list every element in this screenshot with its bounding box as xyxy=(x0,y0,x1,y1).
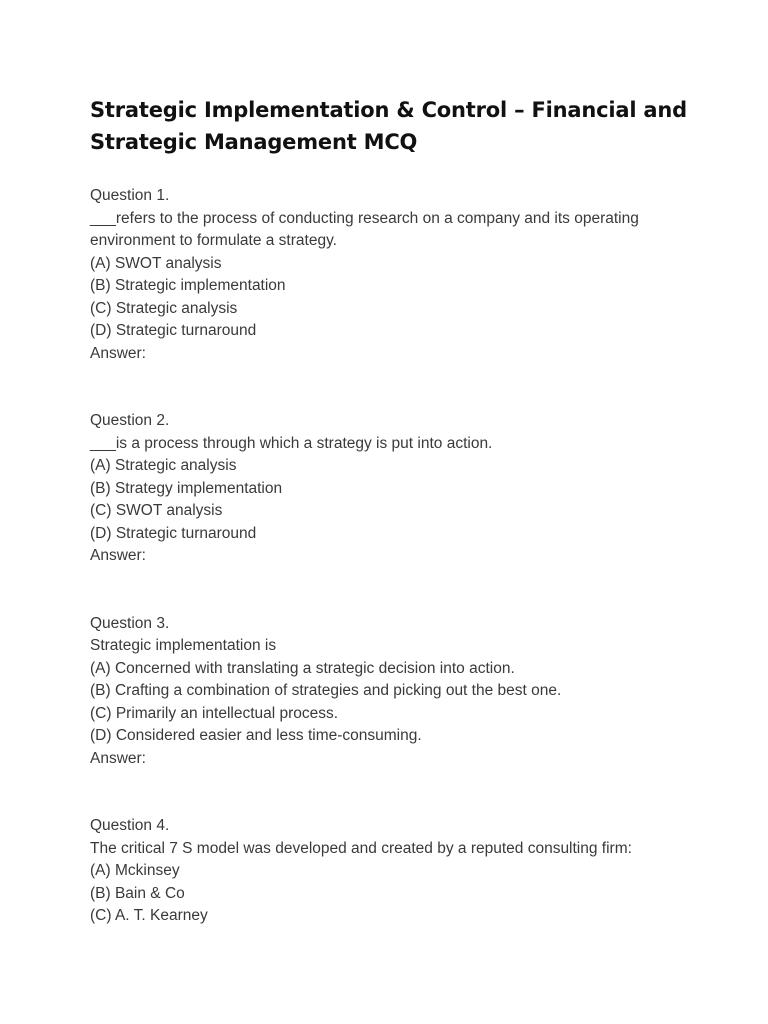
question-1 xyxy=(90,185,710,365)
option-a: (A) Concerned with translating a strategic decision into action. xyxy=(90,659,515,677)
document-page xyxy=(90,94,710,973)
option-d: (D) Considered easier and less time-consuming. xyxy=(90,727,422,744)
question-label: Question 1. xyxy=(90,187,170,204)
option-b: (B) Strategic implementation xyxy=(90,277,286,294)
option-d: (D) Strategic turnaround xyxy=(90,322,257,339)
answer-label: Answer: xyxy=(90,749,146,767)
question-label: Question 2. xyxy=(90,412,170,429)
option-b: (B) Bain & Co xyxy=(90,884,185,902)
option-c: (C) A. T. Kearney xyxy=(90,907,208,924)
question-3 xyxy=(90,613,710,771)
answer-label: Answer: xyxy=(90,547,146,564)
option-c: (C) Strategic analysis xyxy=(90,299,238,317)
option-a: (A) SWOT analysis xyxy=(90,254,222,272)
question-label: Question 4. xyxy=(90,817,170,834)
question-prompt: ___refers to the process of conducting research on a company and its operating environment to formulate a strategy. xyxy=(90,209,639,249)
option-b: (B) Strategy implementation xyxy=(90,479,283,497)
option-a: (A) Mckinsey xyxy=(90,862,180,879)
option-a: (A) Strategic analysis xyxy=(90,457,237,474)
option-d: (D) Strategic turnaround xyxy=(90,524,257,542)
document-title: Strategic Implementation & Control – Financial and Strategic Management MCQ xyxy=(90,98,687,154)
question-2 xyxy=(90,410,710,568)
question-label: Question 3. xyxy=(90,614,170,632)
option-b: (B) Crafting a combination of strategies and picking out the best one. xyxy=(90,682,562,699)
question-prompt: ___is a process through which a strategy is put into action. xyxy=(90,434,493,452)
answer-label: Answer: xyxy=(90,344,146,362)
question-4 xyxy=(90,815,710,928)
option-c: (C) SWOT analysis xyxy=(90,502,223,519)
question-prompt: Strategic implementation is xyxy=(90,637,277,654)
question-prompt: The critical 7 S model was developed and created by a reputed consulting firm: xyxy=(90,839,632,857)
option-c: (C) Primarily an intellectual process. xyxy=(90,704,339,722)
